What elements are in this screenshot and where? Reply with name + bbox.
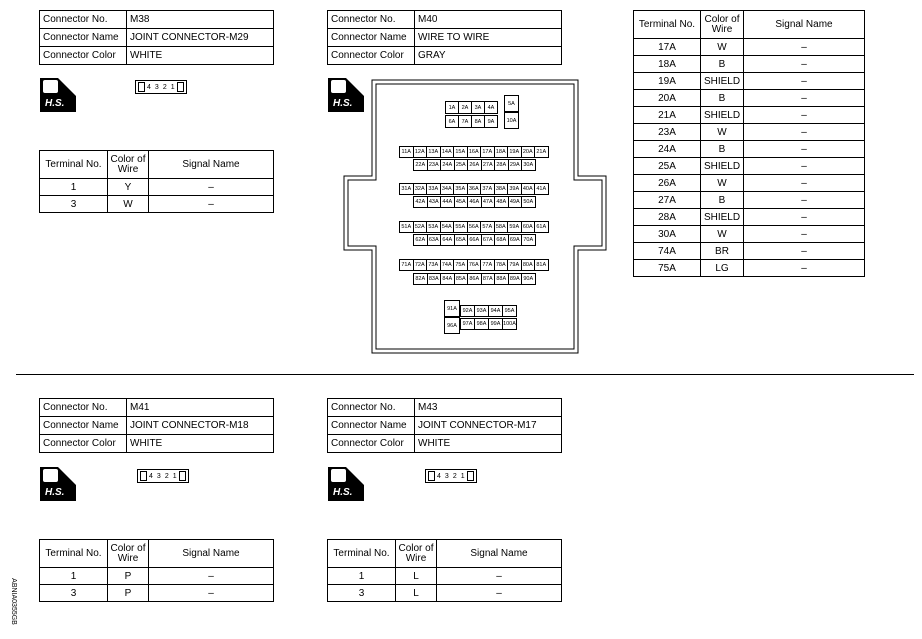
cavity-label: 64A: [440, 234, 455, 246]
header-signal: Signal Name: [437, 540, 562, 568]
cavity-label: 95A: [502, 305, 517, 317]
cavity-label: 12A: [413, 146, 428, 158]
cavity-label: 33A: [426, 183, 441, 195]
m38-info-table: [39, 10, 274, 65]
table-row: [328, 585, 562, 602]
header-signal: Signal Name: [149, 151, 274, 179]
info-value: JOINT CONNECTOR-M18: [127, 417, 274, 435]
cavity-label: 54A: [440, 221, 455, 233]
signal-name: –: [744, 226, 865, 243]
cavity-label: 87A: [481, 273, 496, 285]
cavity-label: 60A: [521, 221, 536, 233]
signal-name: –: [744, 56, 865, 73]
cavity-label: 99A: [488, 318, 503, 330]
m38-connector-face: [135, 80, 187, 94]
info-value: M38: [127, 11, 274, 29]
signal-name: –: [744, 243, 865, 260]
table-row: [40, 196, 274, 213]
cavity-label: 30A: [521, 159, 536, 171]
wire-color: P: [108, 568, 149, 585]
cavity-label: 65A: [454, 234, 469, 246]
cavity-label: 13A: [426, 146, 441, 158]
cavity-label: 19A: [507, 146, 522, 158]
terminal-no: 17A: [634, 39, 701, 56]
hs-corner: [58, 78, 76, 96]
cavity-label: 82A: [413, 273, 428, 285]
cavity-label: 2A: [458, 101, 472, 114]
pin-label: 4: [149, 472, 153, 480]
wire-color: LG: [701, 260, 744, 277]
table-row: [634, 141, 865, 158]
info-row: [328, 417, 562, 435]
connector-latch: [467, 471, 474, 481]
table-row: [40, 568, 274, 585]
cavity-label: 92A: [460, 305, 475, 317]
header-color: Color of Wire: [108, 540, 149, 568]
terminal-no: 20A: [634, 90, 701, 107]
hs-label: H.S.: [333, 98, 353, 109]
cavity-label: 67A: [481, 234, 496, 246]
terminal-no: 1: [40, 568, 108, 585]
info-key: Connector Name: [40, 29, 127, 47]
info-row: [328, 435, 562, 453]
cavity-label: 9A: [484, 115, 498, 128]
terminal-no: 19A: [634, 73, 701, 90]
cavity-label: 44A: [440, 196, 455, 208]
info-row: [40, 399, 274, 417]
cavity-label: 71A: [399, 259, 414, 271]
cavity-label: 1A: [445, 101, 459, 114]
table-row: [634, 56, 865, 73]
cavity-label: 53A: [426, 221, 441, 233]
hs-icon: [40, 78, 76, 112]
table-row: [634, 107, 865, 124]
cavity-label: 17A: [480, 146, 495, 158]
table-row: [634, 124, 865, 141]
cavity-label: 57A: [480, 221, 495, 233]
pin-label: 3: [444, 472, 449, 480]
info-value: WIRE TO WIRE: [415, 29, 562, 47]
cavity-label: 47A: [481, 196, 496, 208]
header-color: Color of Wire: [701, 11, 744, 39]
info-row: [328, 11, 562, 29]
connector-latch: [138, 82, 145, 92]
cavity-label: 14A: [440, 146, 455, 158]
cavity-label: 89A: [508, 273, 523, 285]
cavity-label: 97A: [460, 318, 475, 330]
cavity-label: 18A: [494, 146, 509, 158]
terminal-no: 3: [328, 585, 396, 602]
wire-color: B: [701, 90, 744, 107]
cavity-label: 27A: [481, 159, 496, 171]
m41-connector-face: [137, 469, 189, 483]
info-key: Connector No.: [328, 399, 415, 417]
cavity-label: 81A: [534, 259, 549, 271]
cavity-label: 98A: [474, 318, 489, 330]
wire-color: BR: [701, 243, 744, 260]
terminal-no: 23A: [634, 124, 701, 141]
pin-label: 2: [452, 472, 457, 480]
info-row: [40, 435, 274, 453]
signal-name: –: [149, 568, 274, 585]
document-code: ABNIA0355GB: [9, 578, 17, 625]
info-value: WHITE: [415, 435, 562, 453]
pin-label: 4: [437, 472, 441, 480]
cavity-label: 66A: [467, 234, 482, 246]
cavity-label: 61A: [534, 221, 549, 233]
m43-signal-table: [327, 539, 562, 602]
cavity-label: 78A: [494, 259, 509, 271]
cavity-label: 96A: [444, 317, 460, 334]
wire-color: B: [701, 56, 744, 73]
hs-label: H.S.: [45, 487, 65, 498]
m38-signal-table: [39, 150, 274, 213]
info-row: [40, 29, 274, 47]
cavity-label: 73A: [426, 259, 441, 271]
signal-name: –: [744, 90, 865, 107]
info-value: GRAY: [415, 47, 562, 65]
wire-color: SHIELD: [701, 209, 744, 226]
terminal-no: 24A: [634, 141, 701, 158]
signal-name: –: [437, 568, 562, 585]
cavity-label: 100A: [502, 318, 517, 330]
table-row: [634, 73, 865, 90]
cavity-label: 75A: [453, 259, 468, 271]
cavity-label: 77A: [480, 259, 495, 271]
header-color: Color of Wire: [108, 151, 149, 179]
cavity-label: 3A: [471, 101, 485, 114]
m40-info-table: [327, 10, 562, 65]
pin-label: 4: [147, 83, 151, 91]
header-terminal: Terminal No.: [634, 11, 701, 39]
table-row: [634, 90, 865, 107]
cavity-label: 84A: [440, 273, 455, 285]
pin-label: 1: [170, 83, 175, 91]
wire-color: B: [701, 141, 744, 158]
pin-label: 1: [460, 472, 465, 480]
pin-label: 2: [164, 472, 169, 480]
cavity-label: 15A: [453, 146, 468, 158]
header-signal: Signal Name: [744, 11, 865, 39]
terminal-no: 74A: [634, 243, 701, 260]
cavity-label: 29A: [508, 159, 523, 171]
cavity-label: 26A: [467, 159, 482, 171]
info-key: Connector Name: [328, 29, 415, 47]
signal-name: –: [437, 585, 562, 602]
header-terminal: Terminal No.: [40, 151, 108, 179]
cavity-label: 72A: [413, 259, 428, 271]
info-key: Connector Color: [40, 435, 127, 453]
pin-label: 3: [154, 83, 159, 91]
cavity-label: 74A: [440, 259, 455, 271]
cavity-label: 86A: [467, 273, 482, 285]
wire-color: W: [701, 175, 744, 192]
table-row: [634, 192, 865, 209]
cavity-label: 49A: [508, 196, 523, 208]
info-key: Connector No.: [328, 11, 415, 29]
table-row: [634, 175, 865, 192]
cavity-label: 88A: [494, 273, 509, 285]
section-divider: [16, 374, 914, 375]
cavity-label: 41A: [534, 183, 549, 195]
terminal-no: 1: [328, 568, 396, 585]
m43-connector-face: [425, 469, 477, 483]
cavity-label: 37A: [480, 183, 495, 195]
terminal-no: 3: [40, 585, 108, 602]
info-key: Connector Name: [40, 417, 127, 435]
info-value: JOINT CONNECTOR-M29: [127, 29, 274, 47]
cavity-label: 58A: [494, 221, 509, 233]
terminal-no: 75A: [634, 260, 701, 277]
info-row: [40, 47, 274, 65]
terminal-no: 26A: [634, 175, 701, 192]
hs-icon: [328, 467, 364, 501]
cavity-label: 62A: [413, 234, 428, 246]
cavity-label: 85A: [454, 273, 469, 285]
cavity-label: 69A: [508, 234, 523, 246]
cavity-label: 38A: [494, 183, 509, 195]
info-row: [40, 11, 274, 29]
terminal-no: 21A: [634, 107, 701, 124]
wire-color: W: [701, 226, 744, 243]
info-key: Connector Color: [328, 435, 415, 453]
signal-name: –: [149, 585, 274, 602]
cavity-label: 16A: [467, 146, 482, 158]
connector-latch: [179, 471, 186, 481]
signal-name: –: [744, 209, 865, 226]
cavity-label: 80A: [521, 259, 536, 271]
terminal-no: 1: [40, 179, 108, 196]
m41-info-table: [39, 398, 274, 453]
table-row: [634, 243, 865, 260]
wire-color: W: [108, 196, 149, 213]
wire-color: L: [396, 585, 437, 602]
signal-name: –: [744, 73, 865, 90]
cavity-label: 94A: [488, 305, 503, 317]
m43-info-table: [327, 398, 562, 453]
cavity-label: 4A: [484, 101, 498, 114]
cavity-label: 52A: [413, 221, 428, 233]
cavity-label: 51A: [399, 221, 414, 233]
cavity-label: 63A: [427, 234, 442, 246]
signal-name: –: [149, 196, 274, 213]
cavity-label: 32A: [413, 183, 428, 195]
cavity-label: 40A: [521, 183, 536, 195]
signal-name: –: [744, 141, 865, 158]
wire-color: Y: [108, 179, 149, 196]
info-value: M40: [415, 11, 562, 29]
info-key: Connector Color: [328, 47, 415, 65]
connector-face-icon: [331, 469, 346, 482]
wire-color: SHIELD: [701, 158, 744, 175]
info-value: M41: [127, 399, 274, 417]
header-terminal: Terminal No.: [40, 540, 108, 568]
info-key: Connector Color: [40, 47, 127, 65]
info-value: WHITE: [127, 47, 274, 65]
cavity-label: 59A: [507, 221, 522, 233]
wire-color: L: [396, 568, 437, 585]
cavity-label: 10A: [504, 112, 519, 129]
info-row: [328, 47, 562, 65]
cavity-label: 5A: [504, 95, 519, 112]
wire-color: B: [701, 192, 744, 209]
terminal-no: 30A: [634, 226, 701, 243]
cavity-label: 48A: [494, 196, 509, 208]
cavity-label: 70A: [521, 234, 536, 246]
cavity-label: 42A: [413, 196, 428, 208]
header-signal: Signal Name: [149, 540, 274, 568]
cavity-label: 11A: [399, 146, 414, 158]
info-value: WHITE: [127, 435, 274, 453]
cavity-label: 83A: [427, 273, 442, 285]
wire-color: P: [108, 585, 149, 602]
wire-color: W: [701, 39, 744, 56]
connector-face-icon: [43, 469, 58, 482]
cavity-label: 46A: [467, 196, 482, 208]
signal-name: –: [744, 107, 865, 124]
header-color: Color of Wire: [396, 540, 437, 568]
terminal-no: 28A: [634, 209, 701, 226]
cavity-label: 76A: [467, 259, 482, 271]
pin-label: 3: [156, 472, 161, 480]
table-row: [634, 39, 865, 56]
table-row: [40, 179, 274, 196]
info-row: [328, 399, 562, 417]
cavity-label: 56A: [467, 221, 482, 233]
cavity-label: 31A: [399, 183, 414, 195]
cavity-label: 7A: [458, 115, 472, 128]
cavity-label: 25A: [454, 159, 469, 171]
hs-icon: [40, 467, 76, 501]
info-key: Connector No.: [40, 399, 127, 417]
cavity-label: 6A: [445, 115, 459, 128]
cavity-label: 79A: [507, 259, 522, 271]
terminal-no: 27A: [634, 192, 701, 209]
wire-color: SHIELD: [701, 107, 744, 124]
connector-latch: [428, 471, 435, 481]
cavity-label: 28A: [494, 159, 509, 171]
connector-face-icon: [43, 80, 58, 93]
info-row: [328, 29, 562, 47]
hs-corner: [58, 467, 76, 485]
cavity-label: 91A: [444, 300, 460, 317]
info-value: M43: [415, 399, 562, 417]
info-key: Connector Name: [328, 417, 415, 435]
cavity-label: 34A: [440, 183, 455, 195]
cavity-label: 90A: [521, 273, 536, 285]
hs-label: H.S.: [333, 487, 353, 498]
signal-name: –: [744, 175, 865, 192]
table-row: [634, 158, 865, 175]
terminal-no: 3: [40, 196, 108, 213]
connector-latch: [177, 82, 184, 92]
pin-label: 1: [172, 472, 177, 480]
cavity-label: 55A: [453, 221, 468, 233]
cavity-label: 21A: [534, 146, 549, 158]
hs-corner: [346, 467, 364, 485]
terminal-no: 18A: [634, 56, 701, 73]
cavity-label: 39A: [507, 183, 522, 195]
signal-name: –: [744, 158, 865, 175]
cavity-label: 43A: [427, 196, 442, 208]
cavity-label: 8A: [471, 115, 485, 128]
hs-label: H.S.: [45, 98, 65, 109]
table-row: [634, 226, 865, 243]
signal-name: –: [744, 192, 865, 209]
signal-name: –: [744, 124, 865, 141]
table-row: [40, 585, 274, 602]
info-key: Connector No.: [40, 11, 127, 29]
m41-signal-table: [39, 539, 274, 602]
cavity-label: 24A: [440, 159, 455, 171]
info-row: [40, 417, 274, 435]
cavity-label: 22A: [413, 159, 428, 171]
info-value: JOINT CONNECTOR-M17: [415, 417, 562, 435]
connector-latch: [140, 471, 147, 481]
m40-signal-table: [633, 10, 865, 277]
cavity-label: 35A: [453, 183, 468, 195]
terminal-no: 25A: [634, 158, 701, 175]
table-row: [634, 260, 865, 277]
cavity-label: 20A: [521, 146, 536, 158]
table-row: [328, 568, 562, 585]
wire-color: SHIELD: [701, 73, 744, 90]
wire-color: W: [701, 124, 744, 141]
pin-label: 2: [162, 83, 167, 91]
cavity-label: 93A: [474, 305, 489, 317]
signal-name: –: [744, 260, 865, 277]
header-terminal: Terminal No.: [328, 540, 396, 568]
cavity-label: 68A: [494, 234, 509, 246]
signal-name: –: [744, 39, 865, 56]
table-row: [634, 209, 865, 226]
cavity-label: 36A: [467, 183, 482, 195]
signal-name: –: [149, 179, 274, 196]
cavity-label: 23A: [427, 159, 442, 171]
cavity-label: 50A: [521, 196, 536, 208]
cavity-label: 45A: [454, 196, 469, 208]
